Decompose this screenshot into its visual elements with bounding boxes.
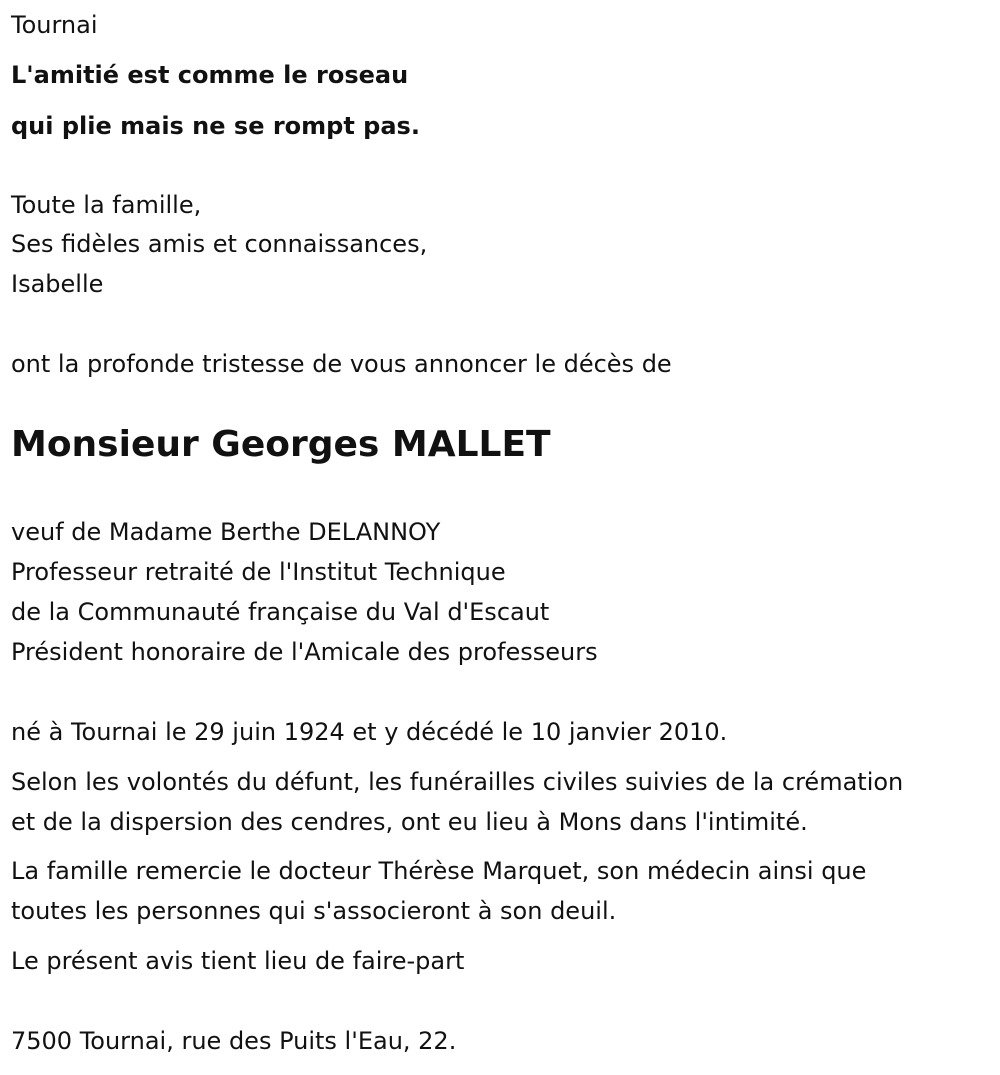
dates: né à Tournai le 29 juin 1924 et y décédé le 10 janvier 2010. (11, 718, 728, 746)
address: 7500 Tournai, rue des Puits l'Eau, 22. (11, 1027, 457, 1055)
family-line-2: Ses fidèles amis et connaissances, (11, 230, 428, 258)
quote-line-1: L'amitié est comme le roseau (11, 61, 409, 89)
funeral-line-1: Selon les volontés du défunt, les funérailles civiles suivies de la crémation (11, 768, 904, 796)
title-line-2: Professeur retraité de l'Institut Technique (11, 558, 506, 586)
quote-line-2: qui plie mais ne se rompt pas. (11, 112, 420, 140)
announcement: ont la profonde tristesse de vous annoncer le décès de (11, 350, 672, 378)
family-line-1: Toute la famille, (11, 191, 202, 219)
funeral-line-2: et de la dispersion des cendres, ont eu lieu à Mons dans l'intimité. (11, 808, 808, 836)
family-line-3: Isabelle (11, 270, 104, 298)
title-line-1: veuf de Madame Berthe DELANNOY (11, 518, 441, 546)
thanks-line-2: toutes les personnes qui s'associeront à son deuil. (11, 897, 617, 925)
title-line-3: de la Communauté française du Val d'Escaut (11, 598, 550, 626)
city: Tournai (11, 11, 98, 39)
thanks-line-1: La famille remercie le docteur Thérèse Marquet, son médecin ainsi que (11, 857, 867, 885)
title-line-4: Président honoraire de l'Amicale des professeurs (11, 638, 598, 666)
deceased-name: Monsieur Georges MALLET (11, 424, 551, 465)
closing: Le présent avis tient lieu de faire-part (11, 947, 465, 975)
